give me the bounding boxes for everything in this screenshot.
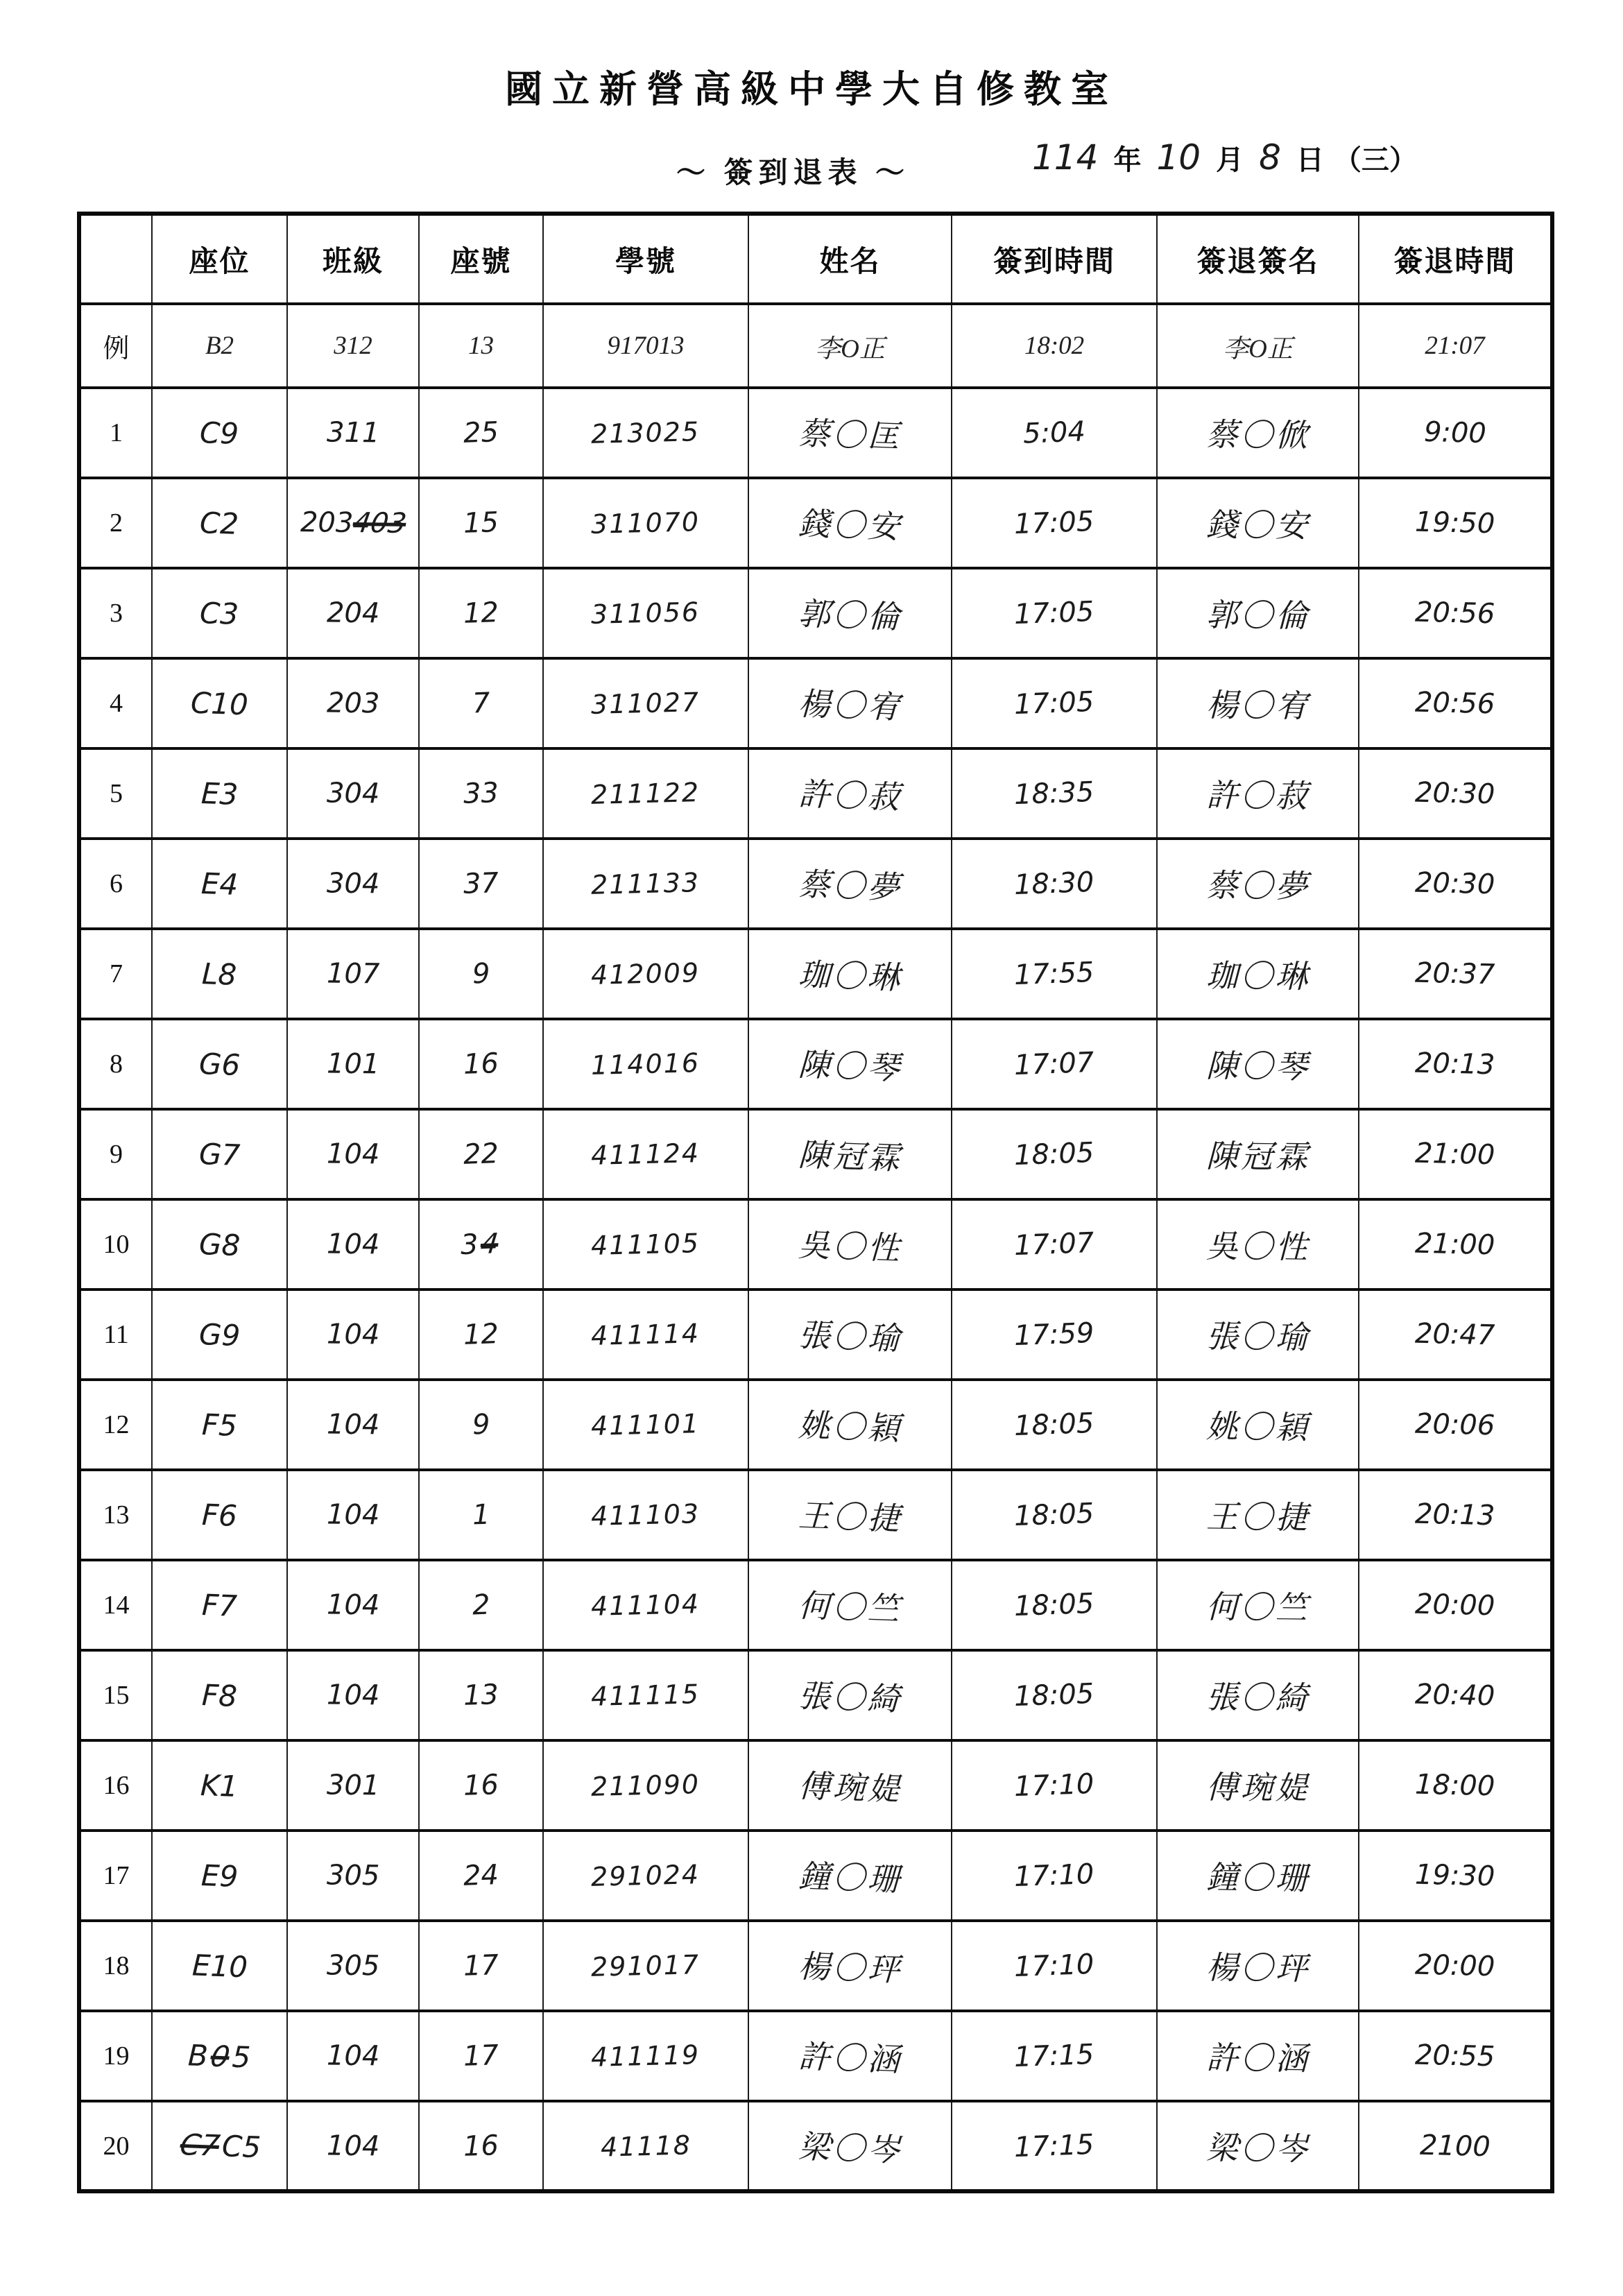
table-row [79, 1560, 1552, 1650]
cell-class: 104 [287, 2011, 419, 2101]
cell-class: 104 [287, 1650, 419, 1740]
cell-row-number: 17 [79, 1831, 152, 1921]
cell-sign-out-time: 20:56 [1359, 658, 1552, 748]
cell-row-number: 14 [79, 1560, 152, 1650]
header-sign-out-signature: 簽退簽名 [1157, 214, 1359, 304]
cell-sign-out-time: 20:13 [1359, 1470, 1552, 1560]
date-line [1027, 137, 1417, 178]
cell-seat-no: 1 [419, 1470, 543, 1560]
header-blank [79, 214, 152, 304]
header-row [79, 214, 1552, 304]
cell-seat-no: 12 [419, 1290, 543, 1380]
cell-name: 蔡〇夢 [748, 839, 952, 929]
cell-sign-in-time: 17:05 [952, 478, 1157, 568]
cell-sign-in-time: 17:10 [952, 1921, 1157, 2011]
table-row [79, 1650, 1552, 1740]
cell-name: 何〇竺 [748, 1560, 952, 1650]
cell-sign-out-time: 20:13 [1359, 1019, 1552, 1109]
header-name: 姓名 [748, 214, 952, 304]
cell-name: 錢〇安 [748, 478, 952, 568]
cell-sign-out-time: 21:00 [1359, 1199, 1552, 1290]
cell-sign-out-signature: 何〇竺 [1157, 1560, 1359, 1650]
cell-name: 珈〇琳 [748, 929, 952, 1019]
cell-seat-no: 16 [419, 1740, 543, 1831]
table-row [79, 1019, 1552, 1109]
cell-sign-in-time: 17:07 [952, 1019, 1157, 1109]
cell-sign-in-time: 18:30 [952, 839, 1157, 929]
cell-sign-out-time: 2100 [1359, 2101, 1552, 2191]
cell-seat: F5 [152, 1380, 287, 1470]
table-row [79, 1470, 1552, 1560]
cell-seat: G7 [152, 1109, 287, 1199]
cell-sign-out-time: 20:47 [1359, 1290, 1552, 1380]
cell-sign-out-signature: 許〇菽 [1157, 748, 1359, 839]
table-row [79, 748, 1552, 839]
cell-sign-out-time: 20:00 [1359, 1560, 1552, 1650]
cell-student-id: 211090 [543, 1740, 748, 1831]
cell-sign-out-time: 19:30 [1359, 1831, 1552, 1921]
cell-name: 陳冠霖 [748, 1109, 952, 1199]
cell-sign-out-signature: 陳冠霖 [1157, 1109, 1359, 1199]
cell-class: 104 [287, 1199, 419, 1290]
cell-sign-out-time: 20:55 [1359, 2011, 1552, 2101]
cell-sign-out-time: 20:06 [1359, 1380, 1552, 1470]
cell-sign-out-signature: 梁〇岑 [1157, 2101, 1359, 2191]
signin-table [77, 212, 1554, 2193]
cell-sign-out-time: 21:07 [1359, 304, 1552, 388]
cell-row-number: 1 [79, 388, 152, 478]
cell-name: 張〇綺 [748, 1650, 952, 1740]
cell-sign-out-signature: 王〇捷 [1157, 1470, 1359, 1560]
table-row [79, 929, 1552, 1019]
cell-sign-out-time: 19:50 [1359, 478, 1552, 568]
cell-seat-no: 15 [419, 478, 543, 568]
cell-name: 楊〇宥 [748, 658, 952, 748]
cell-class: 107 [287, 929, 419, 1019]
cell-seat: E3 [152, 748, 287, 839]
cell-seat: G6 [152, 1019, 287, 1109]
table-row [79, 1109, 1552, 1199]
table-row [79, 1199, 1552, 1290]
cell-sign-in-time: 18:05 [952, 1650, 1157, 1740]
sheet-subtitle: ～ 簽到退表 ～ [676, 157, 911, 189]
cell-name: 李O正 [748, 304, 952, 388]
cell-name: 許〇涵 [748, 2011, 952, 2101]
cell-student-id: 211133 [543, 839, 748, 929]
cell-row-number: 3 [79, 568, 152, 658]
header-sign-in-time: 簽到時間 [952, 214, 1157, 304]
cell-sign-in-time: 18:05 [952, 1560, 1157, 1650]
cell-sign-out-time: 20:30 [1359, 839, 1552, 929]
cell-sign-out-signature: 李O正 [1157, 304, 1359, 388]
cell-name: 梁〇岑 [748, 2101, 952, 2191]
cell-seat: B2 [152, 304, 287, 388]
cell-sign-out-signature: 楊〇玶 [1157, 1921, 1359, 2011]
cell-row-number: 10 [79, 1199, 152, 1290]
cell-sign-in-time: 18:05 [952, 1470, 1157, 1560]
cell-seat-no: 16 [419, 1019, 543, 1109]
cell-sign-out-signature: 陳〇琴 [1157, 1019, 1359, 1109]
cell-name: 許〇菽 [748, 748, 952, 839]
table-row [79, 1831, 1552, 1921]
cell-sign-out-signature: 蔡〇夢 [1157, 839, 1359, 929]
cell-sign-out-signature: 楊〇宥 [1157, 658, 1359, 748]
table-row [79, 1740, 1552, 1831]
cell-seat: C10 [152, 658, 287, 748]
cell-class: 104 [287, 2101, 419, 2191]
cell-row-number: 6 [79, 839, 152, 929]
cell-sign-out-signature: 傅琬媞 [1157, 1740, 1359, 1831]
cell-row-number: 20 [79, 2101, 152, 2191]
cell-sign-in-time: 18:05 [952, 1380, 1157, 1470]
cell-sign-out-time: 20:56 [1359, 568, 1552, 658]
cell-seat-no: 17 [419, 1921, 543, 2011]
cell-sign-out-signature: 錢〇安 [1157, 478, 1359, 568]
cell-row-number: 11 [79, 1290, 152, 1380]
cell-sign-in-time: 17:10 [952, 1831, 1157, 1921]
cell-row-number: 19 [79, 2011, 152, 2101]
cell-row-number: 16 [79, 1740, 152, 1831]
cell-row-number: 9 [79, 1109, 152, 1199]
cell-seat: G9 [152, 1290, 287, 1380]
cell-sign-out-signature: 郭〇倫 [1157, 568, 1359, 658]
cell-sign-out-time: 21:00 [1359, 1109, 1552, 1199]
cell-class: 312 [287, 304, 419, 388]
cell-name: 吳〇性 [748, 1199, 952, 1290]
cell-name: 傅琬媞 [748, 1740, 952, 1831]
cell-student-id: 411101 [543, 1380, 748, 1470]
cell-class: 203 [287, 658, 419, 748]
cell-sign-in-time: 17:15 [952, 2101, 1157, 2191]
cell-student-id: 411114 [543, 1290, 748, 1380]
cell-seat: F6 [152, 1470, 287, 1560]
cell-class: 301 [287, 1740, 419, 1831]
cell-seat: C3 [152, 568, 287, 658]
cell-seat: C7C5 [152, 2101, 287, 2191]
cell-seat: E4 [152, 839, 287, 929]
table-row [79, 1290, 1552, 1380]
cell-student-id: 41118 [543, 2101, 748, 2191]
cell-name: 蔡〇匡 [748, 388, 952, 478]
cell-row-number: 18 [79, 1921, 152, 2011]
cell-student-id: 311027 [543, 658, 748, 748]
header-class: 班級 [287, 214, 419, 304]
cell-student-id: 311070 [543, 478, 748, 568]
cell-seat-no: 37 [419, 839, 543, 929]
cell-row-number: 2 [79, 478, 152, 568]
cell-row-number: 8 [79, 1019, 152, 1109]
date-day: 8 [1259, 137, 1281, 178]
cell-class: 305 [287, 1921, 419, 2011]
cell-class: 305 [287, 1831, 419, 1921]
header-seat-no: 座號 [419, 214, 543, 304]
cell-sign-out-time: 18:00 [1359, 1740, 1552, 1831]
cell-student-id: 411105 [543, 1199, 748, 1290]
cell-seat: K1 [152, 1740, 287, 1831]
cell-sign-out-time: 20:00 [1359, 1921, 1552, 2011]
cell-class: 101 [287, 1019, 419, 1109]
cell-sign-out-time: 20:30 [1359, 748, 1552, 839]
table-row [79, 568, 1552, 658]
cell-seat-no: 24 [419, 1831, 543, 1921]
cell-seat-no: 16 [419, 2101, 543, 2191]
cell-student-id: 411104 [543, 1560, 748, 1650]
cell-student-id: 411119 [543, 2011, 748, 2101]
cell-seat: E9 [152, 1831, 287, 1921]
table-row [79, 2101, 1552, 2191]
cell-student-id: 411115 [543, 1650, 748, 1740]
date-year: 114 [1032, 137, 1099, 178]
table-row [79, 1921, 1552, 2011]
cell-class: 311 [287, 388, 419, 478]
cell-student-id: 917013 [543, 304, 748, 388]
cell-seat: B05 [152, 2011, 287, 2101]
header-sign-out-time: 簽退時間 [1359, 214, 1552, 304]
cell-seat-no: 9 [419, 929, 543, 1019]
example-row [79, 304, 1552, 388]
cell-class: 304 [287, 748, 419, 839]
cell-student-id: 213025 [543, 388, 748, 478]
cell-class: 304 [287, 839, 419, 929]
cell-sign-in-time: 17:55 [952, 929, 1157, 1019]
cell-row-number: 7 [79, 929, 152, 1019]
cell-class: 104 [287, 1470, 419, 1560]
cell-sign-out-signature: 蔡〇俽 [1157, 388, 1359, 478]
cell-sign-out-signature: 珈〇琳 [1157, 929, 1359, 1019]
cell-seat-no: 7 [419, 658, 543, 748]
table-row [79, 2011, 1552, 2101]
cell-row-number: 5 [79, 748, 152, 839]
cell-sign-out-signature: 張〇綺 [1157, 1650, 1359, 1740]
cell-seat: C2 [152, 478, 287, 568]
cell-class: 104 [287, 1109, 419, 1199]
cell-name: 姚〇穎 [748, 1380, 952, 1470]
cell-class: 204 [287, 568, 419, 658]
cell-student-id: 411103 [543, 1470, 748, 1560]
cell-class: 104 [287, 1380, 419, 1470]
cell-name: 鐘〇珊 [748, 1831, 952, 1921]
cell-student-id: 412009 [543, 929, 748, 1019]
cell-seat-no: 22 [419, 1109, 543, 1199]
cell-seat: F8 [152, 1650, 287, 1740]
date-year-label: 年 [1113, 144, 1142, 175]
cell-sign-in-time: 17:10 [952, 1740, 1157, 1831]
subtitle-row [0, 137, 1623, 200]
table-row [79, 839, 1552, 929]
cell-row-number: 13 [79, 1470, 152, 1560]
cell-seat-no: 13 [419, 1650, 543, 1740]
cell-seat-no: 25 [419, 388, 543, 478]
cell-seat-no: 17 [419, 2011, 543, 2101]
cell-sign-in-time: 18:02 [952, 304, 1157, 388]
cell-student-id: 114016 [543, 1019, 748, 1109]
cell-seat-no: 13 [419, 304, 543, 388]
cell-sign-out-signature: 姚〇穎 [1157, 1380, 1359, 1470]
cell-seat-no: 9 [419, 1380, 543, 1470]
cell-class: 104 [287, 1560, 419, 1650]
date-day-label: 日 [1296, 144, 1324, 175]
cell-sign-in-time: 17:05 [952, 568, 1157, 658]
cell-seat-no: 33 [419, 748, 543, 839]
cell-sign-in-time: 18:35 [952, 748, 1157, 839]
cell-sign-out-signature: 許〇涵 [1157, 2011, 1359, 2101]
cell-row-number: 12 [79, 1380, 152, 1470]
page-title: 國立新營高級中學大自修教室 [505, 69, 1118, 110]
table-row [79, 478, 1552, 568]
cell-class: 104 [287, 1290, 419, 1380]
cell-seat-no: 12 [419, 568, 543, 658]
cell-sign-in-time: 17:07 [952, 1199, 1157, 1290]
cell-sign-in-time: 17:59 [952, 1290, 1157, 1380]
cell-name: 陳〇琴 [748, 1019, 952, 1109]
date-month: 10 [1156, 137, 1201, 178]
cell-seat-no: 34 [419, 1199, 543, 1290]
cell-row-number: 4 [79, 658, 152, 748]
cell-seat: F7 [152, 1560, 287, 1650]
cell-seat: L8 [152, 929, 287, 1019]
cell-seat-no: 2 [419, 1560, 543, 1650]
cell-sign-out-signature: 吳〇性 [1157, 1199, 1359, 1290]
cell-seat: C9 [152, 388, 287, 478]
date-weekday: （三） [1333, 144, 1417, 175]
header-seat: 座位 [152, 214, 287, 304]
cell-class: 203403 [287, 478, 419, 568]
cell-name: 王〇捷 [748, 1470, 952, 1560]
table-row [79, 388, 1552, 478]
header-student-id: 學號 [543, 214, 748, 304]
cell-seat: E10 [152, 1921, 287, 2011]
cell-sign-in-time: 17:15 [952, 2011, 1157, 2101]
cell-sign-out-time: 20:37 [1359, 929, 1552, 1019]
cell-student-id: 291024 [543, 1831, 748, 1921]
cell-sign-out-signature: 鐘〇珊 [1157, 1831, 1359, 1921]
table-row [79, 658, 1552, 748]
cell-row-label: 例 [79, 304, 152, 388]
cell-name: 楊〇玶 [748, 1921, 952, 2011]
cell-student-id: 211122 [543, 748, 748, 839]
cell-sign-out-time: 20:40 [1359, 1650, 1552, 1740]
cell-row-number: 15 [79, 1650, 152, 1740]
cell-student-id: 291017 [543, 1921, 748, 2011]
cell-student-id: 311056 [543, 568, 748, 658]
cell-sign-in-time: 5:04 [952, 388, 1157, 478]
cell-name: 郭〇倫 [748, 568, 952, 658]
cell-sign-out-signature: 張〇瑜 [1157, 1290, 1359, 1380]
cell-sign-out-time: 9:00 [1359, 388, 1552, 478]
cell-name: 張〇瑜 [748, 1290, 952, 1380]
table-row [79, 1380, 1552, 1470]
cell-student-id: 411124 [543, 1109, 748, 1199]
cell-sign-in-time: 17:05 [952, 658, 1157, 748]
cell-seat: G8 [152, 1199, 287, 1290]
cell-sign-in-time: 18:05 [952, 1109, 1157, 1199]
date-month-label: 月 [1216, 144, 1244, 175]
